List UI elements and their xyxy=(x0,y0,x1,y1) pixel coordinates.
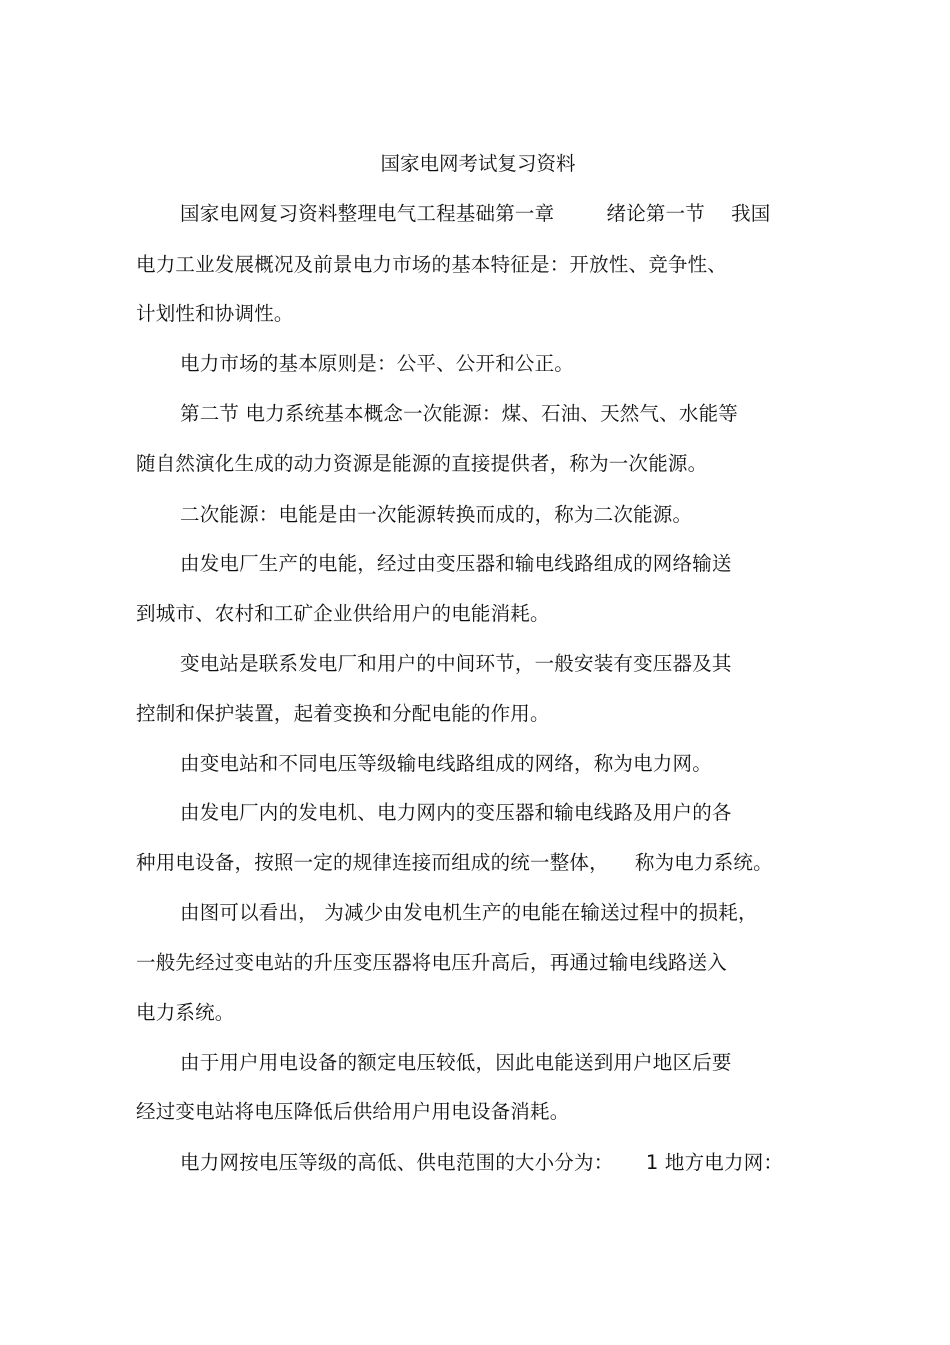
text-line: 电力网按电压等级的高低、供电范围的大小分为： 1 地方电力网： xyxy=(180,1151,784,1174)
text-line: 电力市场的基本原则是：公平、公开和公正。 xyxy=(180,352,575,375)
text-line: 由发电厂生产的电能，经过由变压器和输电线路组成的网络输送 xyxy=(180,552,732,575)
text-line: 由变电站和不同电压等级输电线路组成的网络，称为电力网。 xyxy=(180,752,712,775)
text-line: 由于用户用电设备的额定电压较低，因此电能送到用户地区后要 xyxy=(180,1051,732,1074)
text-line: 电力系统。 xyxy=(136,1001,235,1024)
text-line: 第二节 电力系统基本概念一次能源：煤、石油、天然气、水能等 xyxy=(180,402,738,425)
text-line: 经过变电站将电压降低后供给用户用电设备消耗。 xyxy=(136,1100,570,1123)
text-line: 变电站是联系发电厂和用户的中间环节，一般安装有变压器及其 xyxy=(180,652,732,675)
text-line: 种用电设备，按照一定的规律连接而组成的统一整体， 称为电力系统。 xyxy=(136,851,773,874)
text-line: 二次能源：电能是由一次能源转换而成的，称为二次能源。 xyxy=(180,503,693,526)
text-line: 电力工业发展概况及前景电力市场的基本特征是：开放性、竞争性、 xyxy=(136,253,728,276)
text-line: 计划性和协调性。 xyxy=(136,302,294,325)
text-line: 一般先经过变电站的升压变压器将电压升高后，再通过输电线路送入 xyxy=(136,951,728,974)
page-title: 国家电网考试复习资料 xyxy=(380,152,576,175)
text-line: 控制和保护装置，起着变换和分配电能的作用。 xyxy=(136,702,550,725)
text-line: 由发电厂内的发电机、电力网内的变压器和输电线路及用户的各 xyxy=(180,801,732,824)
text-line: 国家电网复习资料整理电气工程基础第一章 绪论第一节 我国 xyxy=(180,202,771,225)
text-line: 到城市、农村和工矿企业供给用户的电能消耗。 xyxy=(136,602,550,625)
text-line: 由图可以看出， 为减少由发电机生产的电能在输送过程中的损耗， xyxy=(180,901,758,924)
text-line: 随自然演化生成的动力资源是能源的直接提供者，称为一次能源。 xyxy=(136,452,708,475)
